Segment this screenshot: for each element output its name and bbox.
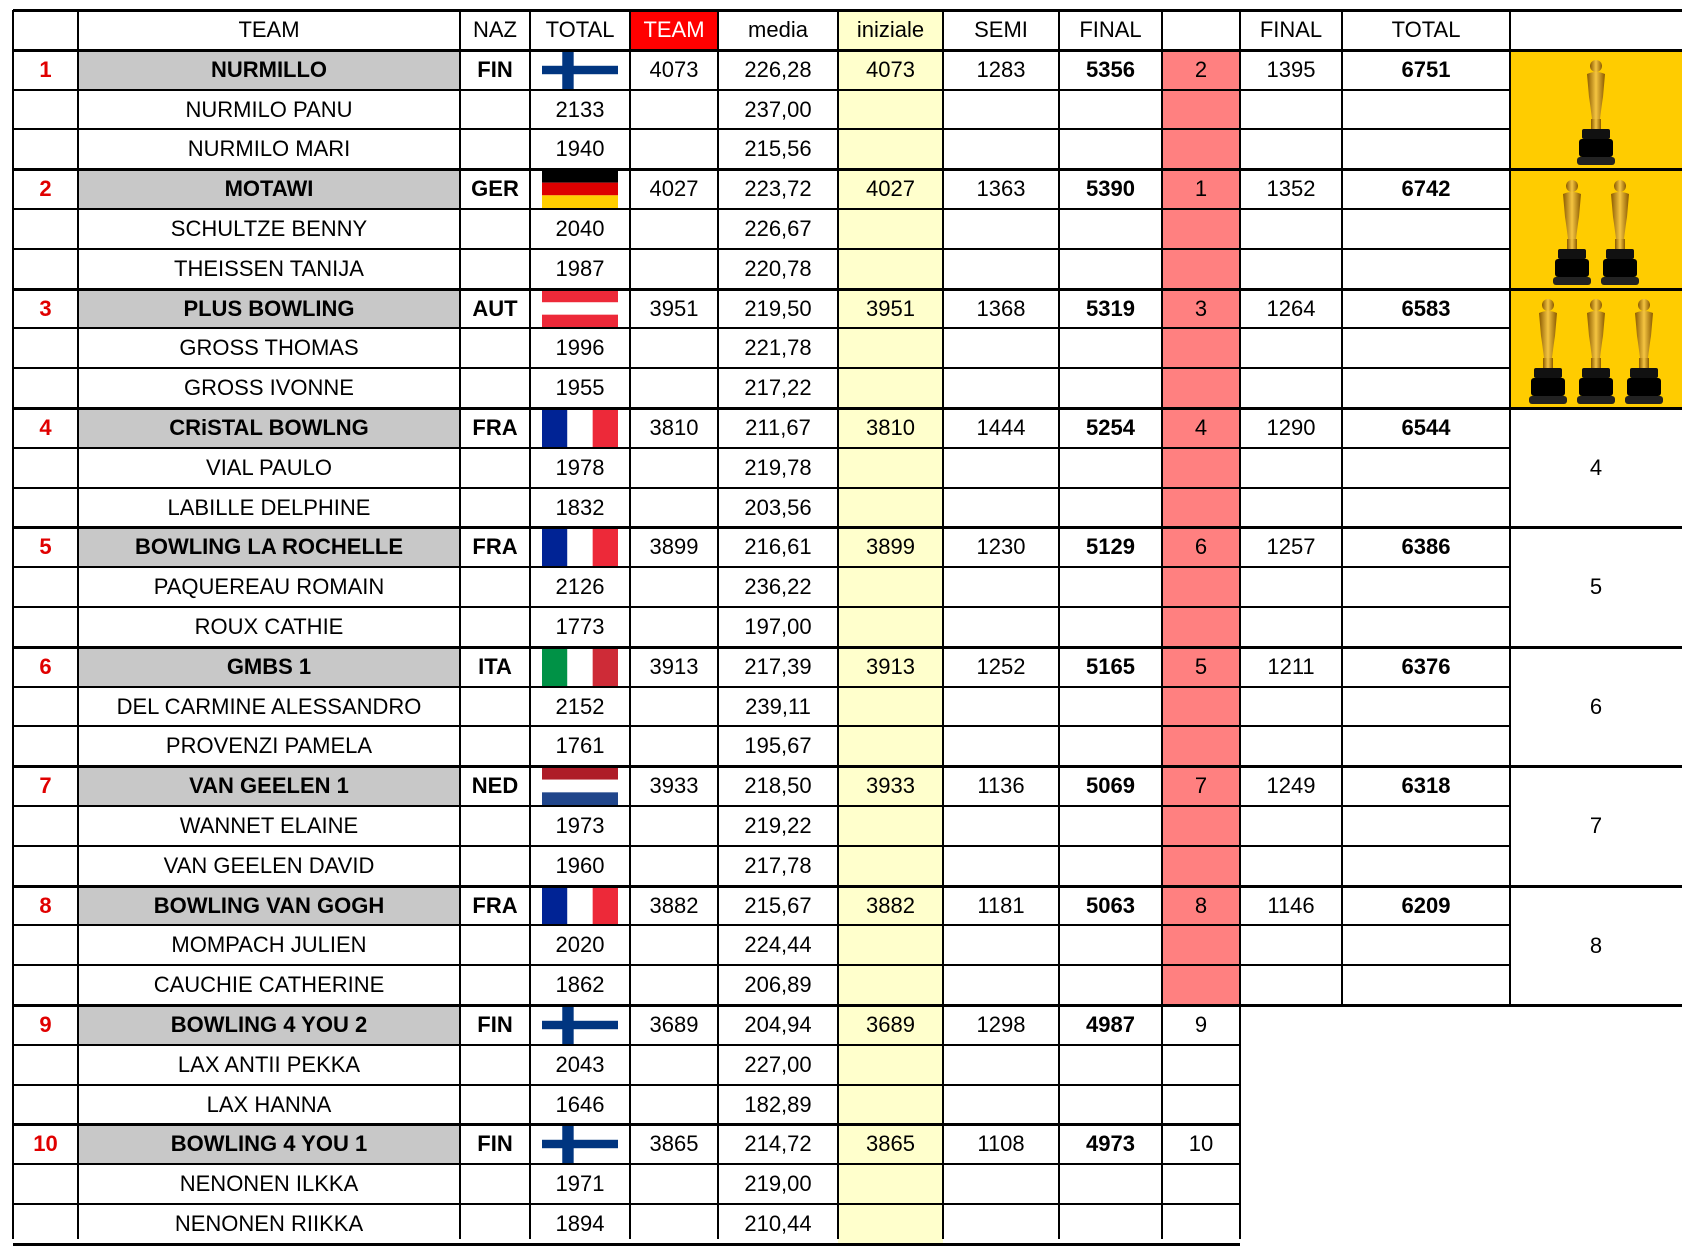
ger-flag xyxy=(542,170,618,208)
row-line xyxy=(13,1044,1240,1046)
row-line xyxy=(13,725,1510,727)
player-name: GROSS THOMAS xyxy=(179,335,359,360)
team-final: 4987 xyxy=(1086,1012,1135,1037)
team-position: 3 xyxy=(39,295,52,321)
team-nation: FIN xyxy=(477,1131,513,1156)
team-position: 7 xyxy=(39,773,52,798)
player-total: 1971 xyxy=(555,1171,605,1196)
team-name: BOWLING 4 YOU 1 xyxy=(78,1124,460,1164)
player-average: 219,00 xyxy=(744,1171,812,1196)
header-naz: NAZ xyxy=(473,17,517,42)
team-total: 3810 xyxy=(649,415,699,440)
player-average: 219,78 xyxy=(744,455,812,480)
team-initial: 4073 xyxy=(866,57,915,82)
team-rank: 3 xyxy=(1194,295,1208,321)
column-line xyxy=(942,10,944,1239)
team-nation: FIN xyxy=(477,57,513,82)
ita-flag xyxy=(542,648,618,686)
team-total-2: 6742 xyxy=(1401,176,1451,201)
team-final-2: 1352 xyxy=(1266,176,1316,201)
row-line xyxy=(13,606,1510,608)
team-rank: 7 xyxy=(1194,773,1208,798)
row-line xyxy=(13,49,1510,52)
team-name: VAN GEELEN 1 xyxy=(78,766,460,806)
team-average: 215,67 xyxy=(744,892,812,918)
player-average: 197,00 xyxy=(744,614,812,639)
team-name: GMBS 1 xyxy=(78,647,460,687)
player-average: 219,22 xyxy=(744,813,812,838)
team-initial: 3882 xyxy=(866,892,915,918)
player-total: 1646 xyxy=(555,1091,605,1117)
final-place: 8 xyxy=(1589,932,1603,958)
team-final-2: 1264 xyxy=(1266,295,1316,321)
team-final-2: 1211 xyxy=(1267,654,1315,679)
team-name: PLUS BOWLING xyxy=(78,289,460,328)
team-final: 5129 xyxy=(1086,534,1135,559)
fin-flag xyxy=(542,1125,618,1163)
team-final-2: 1395 xyxy=(1266,57,1316,82)
trophy-cell xyxy=(1510,289,1682,408)
team-rank: 9 xyxy=(1194,1012,1208,1037)
row-line xyxy=(13,1004,1510,1007)
team-position: 1 xyxy=(39,57,52,82)
team-position: 5 xyxy=(39,534,52,559)
team-name: NURMILLO xyxy=(78,50,460,90)
team-total: 4073 xyxy=(649,57,699,82)
player-total: 1862 xyxy=(555,972,605,997)
player-total: 1773 xyxy=(555,614,605,639)
row-line xyxy=(1510,407,1682,410)
row-line xyxy=(13,208,1510,210)
player-name: DEL CARMINE ALESSANDRO xyxy=(116,693,422,719)
player-total: 1973 xyxy=(555,813,605,838)
row-line xyxy=(13,327,1510,329)
team-nation: FIN xyxy=(477,1012,513,1037)
header-iniziale: iniziale xyxy=(838,10,943,50)
column-line xyxy=(1239,10,1241,1239)
trophy-icon xyxy=(1526,296,1570,406)
player-average: 217,78 xyxy=(744,853,812,878)
column-line xyxy=(1341,10,1343,1005)
row-line xyxy=(13,686,1510,688)
player-average: 239,11 xyxy=(745,693,811,719)
team-nation: FRA xyxy=(472,534,518,559)
team-average: 216,61 xyxy=(744,534,812,559)
row-line xyxy=(13,248,1510,250)
final-place: 4 xyxy=(1589,454,1603,480)
team-final: 5356 xyxy=(1086,57,1135,82)
team-final: 5165 xyxy=(1086,654,1135,679)
row-line xyxy=(13,1084,1240,1086)
team-nation: AUT xyxy=(472,295,518,321)
team-total: 4027 xyxy=(649,176,699,201)
row-line xyxy=(1510,168,1682,171)
row-line xyxy=(13,9,1510,12)
row-line xyxy=(13,964,1510,966)
player-average: 224,44 xyxy=(744,932,812,957)
team-position: 10 xyxy=(33,1131,58,1156)
final-place: 5 xyxy=(1589,574,1603,599)
row-line xyxy=(13,487,1510,489)
player-average: 210,44 xyxy=(744,1211,812,1236)
fra-flag xyxy=(542,409,618,447)
team-semi: 1283 xyxy=(976,57,1026,82)
ned-flag xyxy=(542,767,618,805)
team-semi: 1444 xyxy=(976,415,1026,440)
header-total: TOTAL xyxy=(545,17,615,42)
trophy-icon xyxy=(1622,296,1666,406)
header-team-red: TEAM xyxy=(630,10,718,50)
player-name: WANNET ELAINE xyxy=(179,813,359,838)
header-semi: SEMI xyxy=(974,17,1028,42)
team-rank: 2 xyxy=(1194,57,1208,82)
player-name: VIAL PAULO xyxy=(206,455,332,480)
team-final: 5254 xyxy=(1086,415,1135,440)
row-line xyxy=(1510,49,1682,52)
team-position: 6 xyxy=(39,654,52,679)
player-name: LAX ANTII PEKKA xyxy=(177,1052,361,1077)
team-total: 3913 xyxy=(649,654,699,679)
team-rank: 10 xyxy=(1188,1131,1214,1156)
player-total: 2043 xyxy=(555,1052,605,1077)
trophy-icon xyxy=(1550,177,1594,287)
team-total-2: 6751 xyxy=(1401,57,1451,82)
team-rank: 5 xyxy=(1194,654,1208,679)
team-total: 3865 xyxy=(649,1131,699,1156)
team-average: 211,67 xyxy=(745,415,811,440)
team-final: 4973 xyxy=(1086,1131,1135,1156)
team-nation: NED xyxy=(471,773,519,798)
team-final: 5063 xyxy=(1086,892,1135,918)
header-final: FINAL xyxy=(1079,17,1142,42)
team-name: BOWLING VAN GOGH xyxy=(78,886,460,925)
player-average: 195,67 xyxy=(744,733,812,758)
column-line xyxy=(1161,10,1163,1239)
team-total-2: 6544 xyxy=(1401,415,1451,440)
team-total: 3933 xyxy=(649,773,699,798)
row-line xyxy=(13,288,1510,291)
team-name: CRiSTAL BOWLNG xyxy=(78,408,460,448)
team-rank: 4 xyxy=(1194,415,1208,440)
header-media: media xyxy=(748,17,808,42)
row-line xyxy=(13,805,1510,807)
player-average: 182,89 xyxy=(744,1091,812,1117)
player-name: NENONEN ILKKA xyxy=(179,1171,359,1196)
column-line xyxy=(717,10,719,1239)
team-name: BOWLING LA ROCHELLE xyxy=(78,527,460,567)
player-total: 2152 xyxy=(555,693,605,719)
player-total: 1894 xyxy=(555,1211,605,1236)
team-initial: 3951 xyxy=(866,295,915,321)
team-final-2: 1146 xyxy=(1267,892,1315,918)
row-line xyxy=(1510,1004,1682,1007)
team-total-2: 6209 xyxy=(1401,892,1451,918)
row-line xyxy=(1510,646,1682,649)
team-final-2: 1257 xyxy=(1266,534,1316,559)
player-total: 2133 xyxy=(555,96,605,122)
player-total: 1987 xyxy=(555,256,605,281)
row-line xyxy=(13,89,1510,91)
team-total: 3882 xyxy=(649,892,699,918)
team-name: MOTAWI xyxy=(78,169,460,209)
final-place: 7 xyxy=(1589,813,1603,838)
team-final: 5390 xyxy=(1086,176,1135,201)
player-name: PAQUEREAU ROMAIN xyxy=(153,574,385,599)
team-final-2: 1290 xyxy=(1266,415,1316,440)
row-line xyxy=(13,885,1510,888)
team-semi: 1368 xyxy=(976,295,1026,321)
row-line xyxy=(13,526,1510,529)
player-name: NURMILO MARI xyxy=(187,136,351,161)
column-line xyxy=(77,10,79,1239)
trophy-icon xyxy=(1574,57,1618,167)
team-semi: 1298 xyxy=(976,1012,1026,1037)
team-average: 204,94 xyxy=(744,1012,812,1037)
aut-flag xyxy=(542,290,618,327)
player-name: CAUCHIE CATHERINE xyxy=(153,972,385,997)
row-line xyxy=(13,1123,1240,1126)
player-total: 2020 xyxy=(555,932,605,957)
player-name: SCHULTZE BENNY xyxy=(170,216,368,241)
team-initial: 3913 xyxy=(866,654,915,679)
team-semi: 1252 xyxy=(976,654,1026,679)
team-position: 8 xyxy=(39,892,52,918)
row-line xyxy=(1510,9,1682,12)
row-line xyxy=(1510,885,1682,888)
player-total: 2040 xyxy=(555,216,605,241)
row-line xyxy=(1510,526,1682,529)
player-total: 2126 xyxy=(555,574,605,599)
column-line xyxy=(1509,10,1511,1005)
team-position: 2 xyxy=(39,176,52,201)
player-average: 237,00 xyxy=(744,96,812,122)
fin-flag xyxy=(542,1006,618,1044)
team-final-2: 1249 xyxy=(1266,773,1316,798)
team-average: 214,72 xyxy=(744,1131,812,1156)
player-name: LABILLE DELPHINE xyxy=(167,494,371,520)
team-name: BOWLING 4 YOU 2 xyxy=(78,1005,460,1045)
team-nation: FRA xyxy=(472,415,518,440)
team-nation: FRA xyxy=(472,892,518,918)
team-total: 3951 xyxy=(649,295,699,321)
player-total: 1960 xyxy=(555,853,605,878)
team-average: 226,28 xyxy=(744,57,812,82)
player-total: 1940 xyxy=(555,136,605,161)
row-line xyxy=(1510,288,1682,291)
row-line xyxy=(13,1203,1240,1205)
fin-flag xyxy=(542,51,618,89)
team-initial: 3865 xyxy=(866,1131,915,1156)
team-semi: 1363 xyxy=(976,176,1026,201)
player-average: 227,00 xyxy=(744,1052,812,1077)
player-average: 217,22 xyxy=(744,375,812,400)
row-line xyxy=(13,845,1510,847)
team-total: 3899 xyxy=(649,534,699,559)
player-average: 226,67 xyxy=(744,216,812,241)
column-line xyxy=(1058,10,1060,1239)
trophy-cell xyxy=(1510,50,1682,169)
player-name: GROSS IVONNE xyxy=(184,375,354,400)
row-line xyxy=(13,924,1510,926)
player-total: 1955 xyxy=(555,375,605,400)
player-name: MOMPACH JULIEN xyxy=(171,932,367,957)
player-name: PROVENZI PAMELA xyxy=(165,733,373,758)
row-line xyxy=(13,367,1510,369)
row-line xyxy=(13,128,1510,130)
player-average: 236,22 xyxy=(744,574,812,599)
team-position: 9 xyxy=(39,1012,52,1037)
player-average: 221,78 xyxy=(744,335,812,360)
team-final: 5069 xyxy=(1086,773,1135,798)
player-name: ROUX CATHIE xyxy=(194,614,344,639)
row-line xyxy=(13,646,1510,649)
row-line xyxy=(13,168,1510,171)
column-line xyxy=(12,10,14,1239)
row-line xyxy=(13,407,1510,410)
team-initial: 3933 xyxy=(866,773,915,798)
team-initial: 3689 xyxy=(866,1012,915,1037)
team-nation: GER xyxy=(471,176,519,201)
team-rank: 6 xyxy=(1194,534,1208,559)
column-line xyxy=(629,10,631,1239)
trophy-cell xyxy=(1510,169,1682,289)
player-total: 1978 xyxy=(555,455,605,480)
team-initial: 3810 xyxy=(866,415,915,440)
team-nation: ITA xyxy=(478,654,512,679)
player-total: 1996 xyxy=(555,335,605,360)
row-line xyxy=(13,566,1510,568)
header-team: TEAM xyxy=(238,17,300,42)
player-average: 215,56 xyxy=(744,136,812,161)
row-line xyxy=(13,1163,1240,1165)
team-total-2: 6583 xyxy=(1401,295,1451,321)
final-place: 6 xyxy=(1589,693,1603,719)
column-line xyxy=(529,10,531,1239)
team-total: 3689 xyxy=(649,1012,699,1037)
column-line xyxy=(459,10,461,1239)
player-average: 206,89 xyxy=(744,972,812,997)
player-name: NURMILO PANU xyxy=(185,96,353,122)
player-name: VAN GEELEN DAVID xyxy=(163,853,375,878)
team-average: 218,50 xyxy=(744,773,812,798)
trophy-icon xyxy=(1574,296,1618,406)
column-line xyxy=(837,10,839,1239)
fra-flag xyxy=(542,887,618,924)
player-average: 203,56 xyxy=(744,494,812,520)
header-total-2: TOTAL xyxy=(1391,17,1461,42)
team-final: 5319 xyxy=(1086,295,1135,321)
team-rank: 1 xyxy=(1194,176,1208,201)
team-average: 217,39 xyxy=(744,654,812,679)
team-semi: 1181 xyxy=(977,892,1025,918)
row-line xyxy=(13,765,1510,768)
player-total: 1832 xyxy=(555,494,605,520)
player-total: 1761 xyxy=(555,733,605,758)
team-total-2: 6318 xyxy=(1401,773,1451,798)
row-line xyxy=(1510,765,1682,768)
team-position: 4 xyxy=(39,415,52,440)
player-average: 220,78 xyxy=(744,256,812,281)
team-total-2: 6386 xyxy=(1401,534,1451,559)
team-total-2: 6376 xyxy=(1401,654,1451,679)
team-average: 223,72 xyxy=(744,176,812,201)
team-semi: 1136 xyxy=(977,773,1025,798)
player-name: NENONEN RIIKKA xyxy=(174,1211,364,1236)
player-name: LAX HANNA xyxy=(206,1091,332,1117)
team-semi: 1230 xyxy=(976,534,1026,559)
team-semi: 1108 xyxy=(977,1131,1025,1156)
team-rank: 8 xyxy=(1194,892,1208,918)
team-initial: 3899 xyxy=(866,534,915,559)
header-final-2: FINAL xyxy=(1259,17,1323,42)
player-name: THEISSEN TANIJA xyxy=(174,256,364,281)
team-average: 219,50 xyxy=(744,295,812,321)
team-initial: 4027 xyxy=(866,176,915,201)
fra-flag xyxy=(542,528,618,566)
row-line xyxy=(13,447,1510,449)
trophy-icon xyxy=(1598,177,1642,287)
